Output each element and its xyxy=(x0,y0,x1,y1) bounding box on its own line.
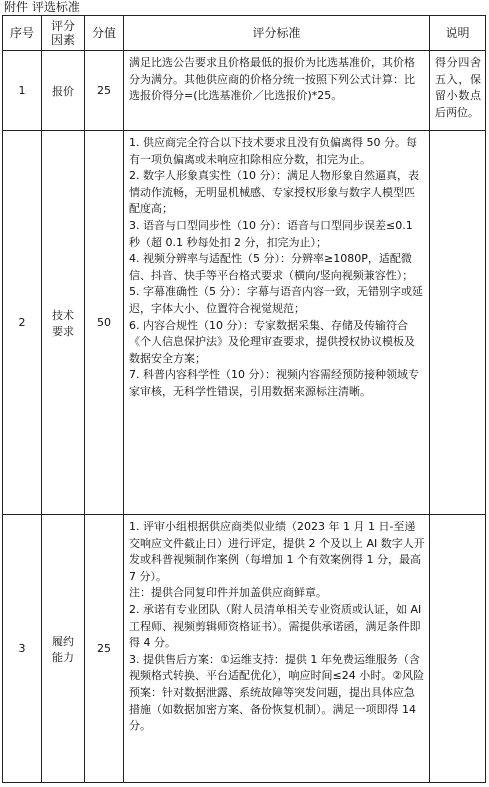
standard-paragraph: 7. 科普内容科学性（10 分）：视频内容需经预防接种领域专家审核，无科学性错误，引用数据来源标注清晰。 xyxy=(129,368,419,398)
factor-line1: 技术 xyxy=(52,308,74,322)
row-factor xyxy=(42,515,85,783)
table-row-price xyxy=(3,51,486,131)
standard-paragraph: 6. 内容合规性（10 分）：专家数据采集、存储及传输符合《个人信息保护法》及伦理审查要求，提供授权协议模板及数据安全方案； xyxy=(129,318,415,365)
standard-paragraph: 2. 数字人形象真实性（10 分）：满足人物形象自然逼真，表情动作流畅，无明显机械感、专家授权形象与数字人模型匹配度高； xyxy=(129,169,419,216)
row-no: 2 xyxy=(3,131,42,515)
standard-paragraph: 1. 评审小组根据供应商类似业绩（2023 年 1 月 1 日-至递交响应文件截止日）进行评定，提供 2 个及以上 AI 数字人开发或科普视频制作案例（每增加 1 个有效案例得 1 分，最高 7 分）。 xyxy=(129,520,425,583)
factor-line2: 能力 xyxy=(52,650,74,664)
row-factor: 报价 xyxy=(42,51,85,131)
header-factor xyxy=(42,16,85,51)
header-no: 序号 xyxy=(3,16,42,51)
page-title: 附件 评选标准 xyxy=(4,0,80,14)
standard-paragraph: 2. 承诺有专业团队（附人员清单相关专业资质或认证，如 AI 工程师、视频剪辑师资格证书）。需提供承诺函，满足条件即得 4 分。 xyxy=(129,602,422,650)
table-row-performance xyxy=(3,515,486,783)
standard-paragraph: 4. 视频分辨率与适配性（5 分）：分辨率≥1080P，适配微信、抖音、快手等平台格式要求（横向/竖向视频兼容性）； xyxy=(129,252,414,282)
row-factor xyxy=(42,131,85,515)
factor-line2: 要求 xyxy=(52,324,74,338)
row-score: 25 xyxy=(85,51,124,131)
row-no: 1 xyxy=(3,51,42,131)
row-standard xyxy=(124,51,430,131)
header-factor-line1: 评分 xyxy=(50,19,75,33)
row-score: 50 xyxy=(85,131,124,515)
standard-paragraph: 1. 供应商完全符合以下技术要求且没有负偏离得 50 分。每有一项负偏离或未响应扣除相应分数，扣完为止。 xyxy=(129,136,417,166)
row-score: 25 xyxy=(85,515,124,783)
header-note: 说明 xyxy=(430,16,486,51)
row-standard xyxy=(124,131,430,515)
row-note xyxy=(430,515,486,783)
row-standard xyxy=(124,515,430,783)
header-score: 分值 xyxy=(85,16,124,51)
table-row-technical xyxy=(3,131,486,515)
factor-line1: 履约 xyxy=(52,634,74,648)
standard-paragraph: 3. 语音与口型同步性（10 分）：语音与口型同步误差≤0.1 秒（超 0.1 秒每处扣 2 分，扣完为止）； xyxy=(129,218,413,249)
row-note xyxy=(430,131,486,515)
header-standard: 评分标准 xyxy=(124,16,430,51)
scoring-table xyxy=(2,15,486,783)
standard-paragraph: 3. 提供售后方案：①运维支持：提供 1 年免费运维服务（含视频格式转换、平台适配优化），响应时间≤24 小时。②风险预案：针对数据泄露、系统故障等突发问题，提出具体应急措施（如数据加密方案、备份恢复机制）。满足一项即得 14 分。 xyxy=(129,652,425,733)
header-row xyxy=(3,16,486,51)
row-no: 3 xyxy=(3,515,42,783)
standard-paragraph: 满足比选公告要求且价格最低的报价为比选基准价，其价格分为满分。其他供应商的价格分统一按照下列公式计算：比选报价得分=(比选基准价／比选报价)*25。 xyxy=(129,56,415,103)
standard-paragraph: 5. 字幕准确性（5 分）：字幕与语音内容一致，无错别字或延迟，字体大小、位置符合视觉规范； xyxy=(129,285,423,315)
header-factor-line2: 因素 xyxy=(50,33,75,47)
row-note: 得分四舍五入，保留小数点后两位。 xyxy=(430,51,486,131)
standard-paragraph: 注：提供合同复印件并加盖供应商鲜章。 xyxy=(129,586,327,600)
